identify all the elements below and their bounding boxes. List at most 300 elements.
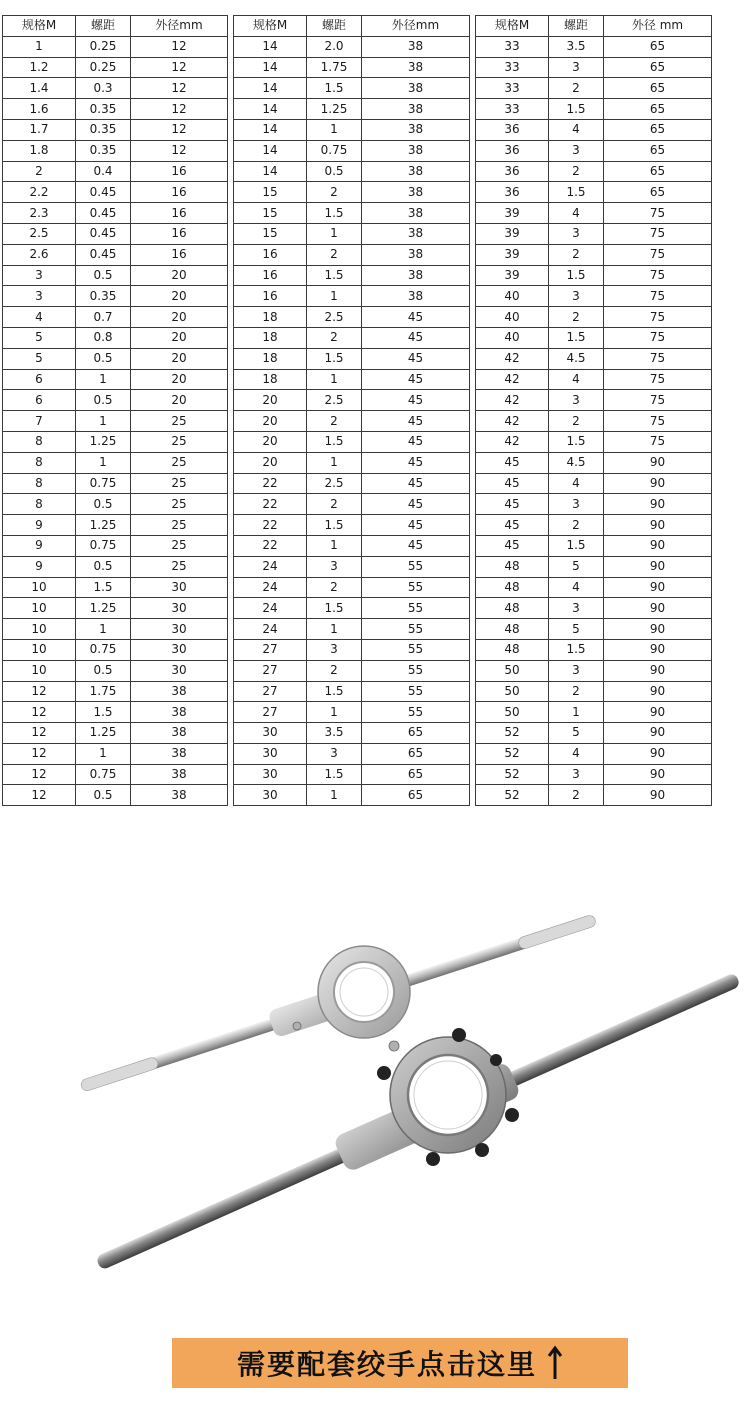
table-cell: 90 <box>604 535 712 556</box>
table-cell: 20 <box>131 327 228 348</box>
table-cell: 0.45 <box>76 203 131 224</box>
table-cell: 3 <box>307 556 362 577</box>
table-cell: 52 <box>476 785 549 806</box>
table-cell: 45 <box>476 473 549 494</box>
table-cell: 0.35 <box>76 119 131 140</box>
table-cell: 18 <box>234 348 307 369</box>
table-cell: 65 <box>604 161 712 182</box>
table-cell: 1.5 <box>549 327 604 348</box>
table-cell: 48 <box>476 598 549 619</box>
table-cell: 65 <box>362 743 470 764</box>
table-cell: 0.5 <box>76 265 131 286</box>
table-cell: 90 <box>604 785 712 806</box>
table-cell: 38 <box>362 78 470 99</box>
header-cell: 规格M <box>234 16 307 37</box>
table-cell: 3 <box>549 764 604 785</box>
table-cell: 20 <box>131 390 228 411</box>
table-cell: 1.2 <box>3 57 76 78</box>
table-cell: 20 <box>131 348 228 369</box>
table-cell: 2 <box>549 244 604 265</box>
table-cell: 25 <box>131 411 228 432</box>
table-cell: 30 <box>234 764 307 785</box>
table-cell: 2.5 <box>307 390 362 411</box>
table-cell: 45 <box>362 390 470 411</box>
table-cell: 2 <box>307 494 362 515</box>
table-cell: 15 <box>234 203 307 224</box>
table-cell: 4.5 <box>549 452 604 473</box>
table-cell: 14 <box>234 140 307 161</box>
table-cell: 1.5 <box>307 78 362 99</box>
table-cell: 0.25 <box>76 36 131 57</box>
table-cell: 10 <box>3 619 76 640</box>
table-cell: 1.25 <box>76 723 131 744</box>
table-cell: 1.5 <box>549 99 604 120</box>
table-cell: 55 <box>362 577 470 598</box>
table-cell: 2 <box>549 161 604 182</box>
table-cell: 55 <box>362 681 470 702</box>
table-cell: 90 <box>604 473 712 494</box>
table-cell: 12 <box>131 57 228 78</box>
table-cell: 10 <box>3 639 76 660</box>
table-cell: 50 <box>476 702 549 723</box>
table-cell: 65 <box>362 723 470 744</box>
table-cell: 2 <box>549 681 604 702</box>
table-cell: 0.8 <box>76 327 131 348</box>
table-cell: 45 <box>362 348 470 369</box>
table-cell: 2 <box>549 411 604 432</box>
table-cell: 3 <box>3 286 76 307</box>
table-cell: 40 <box>476 307 549 328</box>
table-cell: 12 <box>3 681 76 702</box>
table-cell: 30 <box>131 577 228 598</box>
table-cell: 12 <box>3 723 76 744</box>
table-cell: 52 <box>476 743 549 764</box>
table-cell: 8 <box>3 452 76 473</box>
table-cell: 45 <box>362 535 470 556</box>
table-cell: 38 <box>362 265 470 286</box>
table-cell: 45 <box>476 515 549 536</box>
table-cell: 16 <box>234 286 307 307</box>
table-cell: 30 <box>131 619 228 640</box>
table-cell: 2 <box>307 182 362 203</box>
table-cell: 20 <box>131 286 228 307</box>
table-cell: 8 <box>3 494 76 515</box>
table-cell: 27 <box>234 681 307 702</box>
table-row <box>3 182 712 203</box>
table-cell: 38 <box>362 119 470 140</box>
table-cell: 39 <box>476 265 549 286</box>
table-cell: 14 <box>234 161 307 182</box>
table-cell: 36 <box>476 161 549 182</box>
table-cell: 36 <box>476 182 549 203</box>
table-cell: 5 <box>3 327 76 348</box>
table-cell: 90 <box>604 452 712 473</box>
table-cell: 6 <box>3 369 76 390</box>
table-cell: 55 <box>362 702 470 723</box>
table-cell: 38 <box>362 223 470 244</box>
table-row <box>3 348 712 369</box>
table-cell: 1.25 <box>76 598 131 619</box>
table-cell: 10 <box>3 660 76 681</box>
table-cell: 65 <box>604 182 712 203</box>
table-cell: 12 <box>131 36 228 57</box>
table-cell: 24 <box>234 577 307 598</box>
table-row <box>3 244 712 265</box>
table-cell: 4.5 <box>549 348 604 369</box>
banner-text: 需要配套绞手点击这里 <box>236 1348 537 1381</box>
table-cell: 16 <box>131 203 228 224</box>
table-header-row <box>3 16 712 37</box>
table-cell: 30 <box>131 660 228 681</box>
table-cell: 1.5 <box>307 598 362 619</box>
table-row <box>3 161 712 182</box>
table-cell: 38 <box>362 36 470 57</box>
table-row <box>3 57 712 78</box>
header-cell: 规格M <box>3 16 76 37</box>
table-cell: 2 <box>549 78 604 99</box>
table-cell: 1.5 <box>76 702 131 723</box>
table-cell: 75 <box>604 286 712 307</box>
table-cell: 45 <box>362 473 470 494</box>
table-cell: 2 <box>3 161 76 182</box>
table-cell: 30 <box>234 785 307 806</box>
table-cell: 1 <box>307 785 362 806</box>
table-cell: 7 <box>3 411 76 432</box>
table-cell: 2 <box>307 327 362 348</box>
table-cell: 0.45 <box>76 223 131 244</box>
table-cell: 2.5 <box>307 307 362 328</box>
table-cell: 0.75 <box>307 140 362 161</box>
table-cell: 42 <box>476 369 549 390</box>
table-cell: 38 <box>131 723 228 744</box>
table-cell: 42 <box>476 411 549 432</box>
header-cell: 规格M <box>476 16 549 37</box>
table-cell: 33 <box>476 36 549 57</box>
up-arrow-icon <box>547 1345 563 1381</box>
table-cell: 65 <box>604 140 712 161</box>
table-cell: 75 <box>604 244 712 265</box>
table-cell: 24 <box>234 598 307 619</box>
table-cell: 4 <box>3 307 76 328</box>
table-cell: 1.5 <box>307 265 362 286</box>
table-cell: 6 <box>3 390 76 411</box>
table-cell: 0.35 <box>76 99 131 120</box>
table-cell: 3 <box>549 660 604 681</box>
table-cell: 1 <box>76 619 131 640</box>
table-cell: 30 <box>131 639 228 660</box>
header-cell: 螺距 <box>76 16 131 37</box>
table-cell: 90 <box>604 515 712 536</box>
header-cell: 螺距 <box>307 16 362 37</box>
table-cell: 3 <box>549 140 604 161</box>
table-cell: 50 <box>476 660 549 681</box>
table-row <box>3 515 712 536</box>
table-cell: 1 <box>76 452 131 473</box>
table-cell: 20 <box>234 431 307 452</box>
table-cell: 90 <box>604 577 712 598</box>
table-cell: 3 <box>549 390 604 411</box>
table-cell: 0.5 <box>76 556 131 577</box>
table-cell: 2.0 <box>307 36 362 57</box>
table-row <box>3 639 712 660</box>
table-cell: 1.75 <box>76 681 131 702</box>
table-cell: 2 <box>307 411 362 432</box>
table-cell: 4 <box>549 473 604 494</box>
table-cell: 24 <box>234 619 307 640</box>
table-cell: 12 <box>3 764 76 785</box>
table-cell: 1.6 <box>3 99 76 120</box>
table-cell: 1 <box>307 535 362 556</box>
table-cell: 1 <box>549 702 604 723</box>
table-cell: 38 <box>131 743 228 764</box>
table-cell: 1.5 <box>307 431 362 452</box>
table-cell: 38 <box>131 681 228 702</box>
table-cell: 1.5 <box>549 431 604 452</box>
table-cell: 16 <box>131 161 228 182</box>
table-cell: 45 <box>362 411 470 432</box>
table-cell: 3 <box>307 639 362 660</box>
table-cell: 65 <box>604 99 712 120</box>
table-cell: 0.45 <box>76 182 131 203</box>
table-cell: 2 <box>549 515 604 536</box>
table-cell: 25 <box>131 431 228 452</box>
table-cell: 18 <box>234 307 307 328</box>
table-cell: 1 <box>307 452 362 473</box>
table-cell: 90 <box>604 723 712 744</box>
table-row <box>3 556 712 577</box>
table-cell: 5 <box>549 723 604 744</box>
table-cell: 3 <box>307 743 362 764</box>
table-row <box>3 743 712 764</box>
table-cell: 33 <box>476 57 549 78</box>
table-cell: 16 <box>131 223 228 244</box>
table-cell: 0.75 <box>76 473 131 494</box>
table-cell: 1.5 <box>307 348 362 369</box>
table-cell: 12 <box>131 140 228 161</box>
table-cell: 30 <box>234 723 307 744</box>
table-cell: 15 <box>234 182 307 203</box>
table-cell: 15 <box>234 223 307 244</box>
table-cell: 1.75 <box>307 57 362 78</box>
table-cell: 1 <box>76 369 131 390</box>
table-cell: 14 <box>234 119 307 140</box>
table-cell: 39 <box>476 223 549 244</box>
table-cell: 3.5 <box>549 36 604 57</box>
table-cell: 9 <box>3 515 76 536</box>
table-row <box>3 203 712 224</box>
table-cell: 75 <box>604 307 712 328</box>
table-cell: 4 <box>549 577 604 598</box>
table-cell: 2.5 <box>3 223 76 244</box>
header-cell: 外径mm <box>362 16 470 37</box>
table-cell: 1 <box>307 286 362 307</box>
table-cell: 1.25 <box>76 515 131 536</box>
table-row <box>3 702 712 723</box>
table-cell: 38 <box>362 140 470 161</box>
table-cell: 36 <box>476 140 549 161</box>
table-cell: 33 <box>476 78 549 99</box>
table-cell: 3 <box>3 265 76 286</box>
table-cell: 3.5 <box>307 723 362 744</box>
thread-spec-table <box>2 15 712 806</box>
table-cell: 1.5 <box>549 265 604 286</box>
table-cell: 55 <box>362 598 470 619</box>
table-row <box>3 619 712 640</box>
table-cell: 18 <box>234 369 307 390</box>
table-cell: 65 <box>362 764 470 785</box>
table-cell: 0.75 <box>76 535 131 556</box>
table-cell: 0.3 <box>76 78 131 99</box>
table-row <box>3 140 712 161</box>
table-cell: 90 <box>604 494 712 515</box>
header-cell: 外径 mm <box>604 16 712 37</box>
table-row <box>3 78 712 99</box>
table-cell: 16 <box>131 244 228 265</box>
header-cell: 外径mm <box>131 16 228 37</box>
table-cell: 9 <box>3 556 76 577</box>
table-cell: 20 <box>131 307 228 328</box>
table-cell: 2 <box>549 307 604 328</box>
table-row <box>3 764 712 785</box>
table-cell: 75 <box>604 348 712 369</box>
table-cell: 45 <box>362 494 470 515</box>
table-cell: 0.5 <box>76 494 131 515</box>
table-cell: 25 <box>131 556 228 577</box>
table-cell: 12 <box>3 785 76 806</box>
table-cell: 50 <box>476 681 549 702</box>
table-cell: 1.5 <box>307 515 362 536</box>
table-cell: 1.4 <box>3 78 76 99</box>
table-cell: 4 <box>549 743 604 764</box>
table-cell: 90 <box>604 639 712 660</box>
table-cell: 27 <box>234 639 307 660</box>
table-cell: 75 <box>604 265 712 286</box>
table-cell: 12 <box>131 119 228 140</box>
table-cell: 40 <box>476 286 549 307</box>
table-cell: 38 <box>131 702 228 723</box>
table-cell: 42 <box>476 390 549 411</box>
table-cell: 90 <box>604 764 712 785</box>
table-cell: 22 <box>234 494 307 515</box>
table-cell: 25 <box>131 535 228 556</box>
table-cell: 8 <box>3 431 76 452</box>
table-cell: 0.75 <box>76 639 131 660</box>
table-cell: 20 <box>234 390 307 411</box>
table-cell: 3 <box>549 494 604 515</box>
table-cell: 2 <box>307 660 362 681</box>
table-cell: 12 <box>3 743 76 764</box>
table-row <box>3 473 712 494</box>
table-cell: 55 <box>362 660 470 681</box>
table-cell: 1.5 <box>307 203 362 224</box>
table-cell: 0.5 <box>76 348 131 369</box>
table-cell: 25 <box>131 452 228 473</box>
table-cell: 0.5 <box>76 390 131 411</box>
table-cell: 2 <box>307 577 362 598</box>
table-cell: 75 <box>604 411 712 432</box>
table-cell: 38 <box>362 203 470 224</box>
table-cell: 8 <box>3 473 76 494</box>
table-cell: 5 <box>549 556 604 577</box>
header-cell: 螺距 <box>549 16 604 37</box>
table-cell: 1.5 <box>307 764 362 785</box>
table-cell: 90 <box>604 619 712 640</box>
table-cell: 5 <box>3 348 76 369</box>
table-row <box>3 390 712 411</box>
table-row <box>3 681 712 702</box>
table-cell: 0.75 <box>76 764 131 785</box>
table-cell: 1 <box>307 369 362 390</box>
table-row <box>3 36 712 57</box>
table-cell: 1.25 <box>307 99 362 120</box>
matching-wrench-link-banner[interactable] <box>172 1338 628 1388</box>
table-cell: 38 <box>362 161 470 182</box>
table-cell: 20 <box>234 452 307 473</box>
table-cell: 1 <box>307 119 362 140</box>
table-cell: 1 <box>307 702 362 723</box>
table-cell: 75 <box>604 327 712 348</box>
table-cell: 0.45 <box>76 244 131 265</box>
table-cell: 2.2 <box>3 182 76 203</box>
table-cell: 45 <box>476 452 549 473</box>
table-row <box>3 660 712 681</box>
table-cell: 75 <box>604 223 712 244</box>
table-cell: 38 <box>131 785 228 806</box>
table-row <box>3 723 712 744</box>
table-cell: 3 <box>549 598 604 619</box>
table-cell: 65 <box>604 119 712 140</box>
table-cell: 45 <box>362 307 470 328</box>
table-cell: 90 <box>604 681 712 702</box>
table-cell: 45 <box>362 452 470 473</box>
table-cell: 42 <box>476 348 549 369</box>
table-cell: 25 <box>131 494 228 515</box>
table-cell: 1 <box>76 743 131 764</box>
table-cell: 1.5 <box>76 577 131 598</box>
table-cell: 39 <box>476 203 549 224</box>
table-cell: 16 <box>234 265 307 286</box>
table-row <box>3 431 712 452</box>
table-cell: 14 <box>234 36 307 57</box>
table-row <box>3 452 712 473</box>
table-cell: 22 <box>234 535 307 556</box>
table-cell: 38 <box>362 57 470 78</box>
table-cell: 0.5 <box>307 161 362 182</box>
table-cell: 45 <box>362 327 470 348</box>
table-cell: 1 <box>76 411 131 432</box>
table-cell: 3 <box>549 286 604 307</box>
table-cell: 55 <box>362 556 470 577</box>
table-cell: 45 <box>362 369 470 390</box>
table-row <box>3 535 712 556</box>
table-cell: 1.5 <box>549 182 604 203</box>
table-cell: 38 <box>362 99 470 120</box>
table-cell: 1 <box>3 36 76 57</box>
table-cell: 27 <box>234 702 307 723</box>
table-cell: 1.7 <box>3 119 76 140</box>
table-row <box>3 411 712 432</box>
table-row <box>3 598 712 619</box>
table-cell: 24 <box>234 556 307 577</box>
table-row <box>3 785 712 806</box>
table-cell: 33 <box>476 99 549 120</box>
table-cell: 55 <box>362 619 470 640</box>
table-row <box>3 327 712 348</box>
table-cell: 0.4 <box>76 161 131 182</box>
table-row <box>3 286 712 307</box>
table-cell: 48 <box>476 577 549 598</box>
table-cell: 16 <box>131 182 228 203</box>
